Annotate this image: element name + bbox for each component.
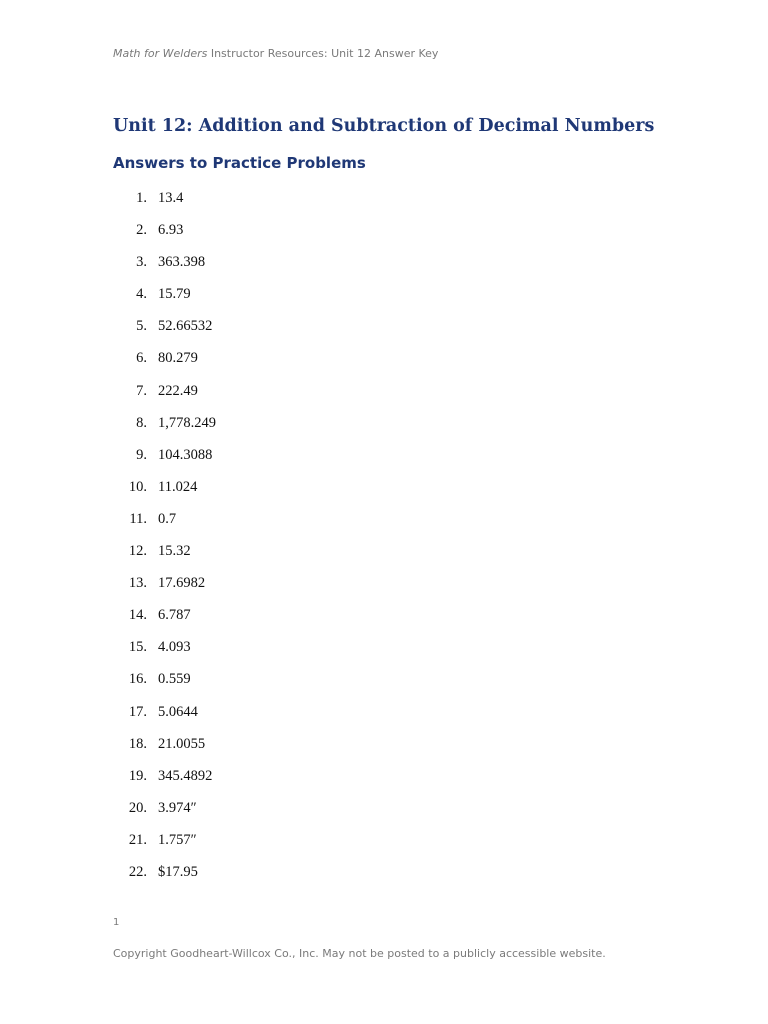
answer-number: 10. bbox=[128, 478, 147, 495]
answer-value: 11.024 bbox=[158, 478, 198, 495]
answer-value: 17.6982 bbox=[158, 575, 206, 592]
answer-value: 15.79 bbox=[158, 286, 191, 303]
answer-number: 18. bbox=[128, 735, 147, 752]
answer-number: 12. bbox=[128, 543, 147, 560]
copyright-notice: Copyright Goodheart-Willcox Co., Inc. May not be posted to a publicly accessible website. bbox=[113, 947, 606, 960]
answer-number: 6. bbox=[136, 350, 147, 367]
answer-value: 5.0644 bbox=[158, 703, 198, 720]
answer-value: 52.66532 bbox=[158, 318, 213, 335]
page-number: 1 bbox=[113, 917, 120, 928]
answer-number: 8. bbox=[136, 414, 147, 431]
answer-value: 363.398 bbox=[158, 254, 206, 271]
answer-value: 1,778.249 bbox=[158, 414, 216, 431]
answer-value: 13.4 bbox=[158, 190, 184, 206]
answer-value: 15.32 bbox=[158, 543, 191, 560]
answer-value: 6.93 bbox=[158, 222, 184, 239]
unit-title: Unit 12: Addition and Subtraction of Decimal Numbers bbox=[113, 116, 655, 136]
answer-value: 1.757″ bbox=[158, 831, 197, 848]
answer-value: 345.4892 bbox=[158, 767, 213, 784]
answer-number: 16. bbox=[128, 671, 147, 688]
answer-number: 7. bbox=[136, 382, 147, 399]
answer-number: 4. bbox=[136, 286, 147, 303]
answer-number: 20. bbox=[128, 799, 147, 816]
answer-value: $17.95 bbox=[158, 863, 198, 880]
answer-number: 21. bbox=[128, 831, 147, 848]
header-text: Instructor Resources: Unit 12 Answer Key bbox=[207, 47, 439, 60]
answer-number: 13. bbox=[128, 575, 147, 592]
answer-value: 0.7 bbox=[158, 510, 177, 527]
answer-number: 19. bbox=[128, 767, 147, 784]
answer-value: 4.093 bbox=[158, 639, 191, 656]
answer-number: 1. bbox=[136, 190, 147, 206]
book-title: Math for Welders bbox=[113, 47, 208, 60]
answer-number: 3. bbox=[136, 254, 147, 271]
answer-number: 9. bbox=[136, 446, 147, 463]
answer-value: 222.49 bbox=[158, 382, 198, 399]
answer-number: 5. bbox=[136, 318, 147, 335]
answer-number: 15. bbox=[128, 639, 147, 656]
answer-value: 21.0055 bbox=[158, 735, 206, 752]
answer-value: 104.3088 bbox=[158, 446, 213, 463]
answer-number: 14. bbox=[128, 607, 147, 624]
answer-value: 6.787 bbox=[158, 607, 191, 624]
answer-value: 80.279 bbox=[158, 350, 198, 367]
running-header bbox=[113, 47, 438, 60]
section-subtitle: Answers to Practice Problems bbox=[113, 154, 366, 172]
answer-number: 2. bbox=[136, 222, 147, 239]
answer-number: 17. bbox=[128, 703, 147, 720]
answer-number: 22. bbox=[128, 863, 147, 880]
answer-value: 3.974″ bbox=[158, 799, 197, 816]
answer-value: 0.559 bbox=[158, 671, 191, 688]
answer-number: 11. bbox=[129, 510, 147, 527]
